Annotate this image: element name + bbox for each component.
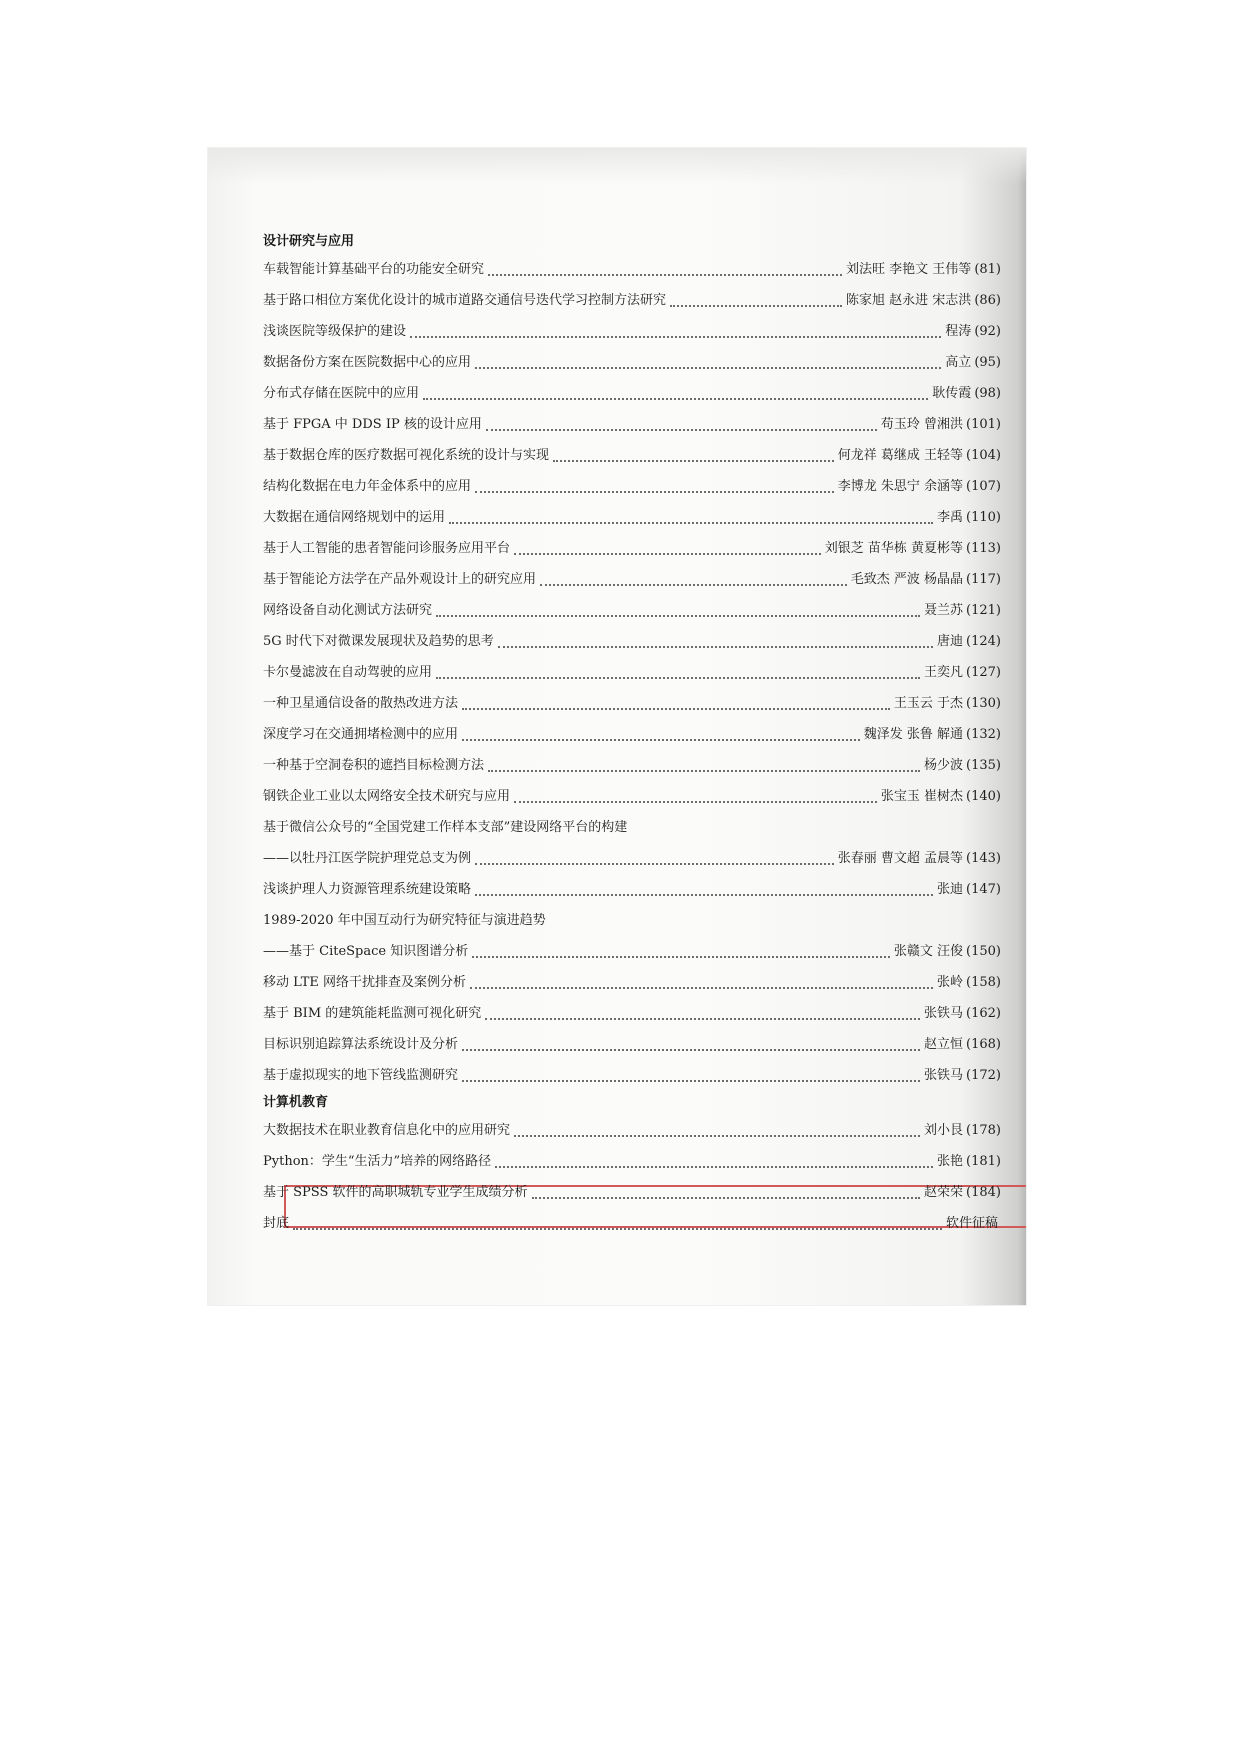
entry-authors: 张迪	[937, 882, 964, 897]
toc-entry	[263, 1177, 1001, 1208]
entry-page: (135)	[966, 758, 1001, 773]
section-heading: 设计研究与应用	[263, 234, 355, 249]
dot-leader	[540, 584, 847, 586]
dot-leader	[410, 336, 941, 338]
dot-leader	[498, 646, 933, 648]
entry-title: 一种基于空洞卷积的遮挡目标检测方法	[263, 758, 485, 773]
toc-entry	[263, 1060, 1001, 1091]
entry-page: (168)	[966, 1037, 1001, 1052]
toc-entry	[263, 998, 1001, 1029]
entry-authors: 李禹	[937, 510, 964, 525]
entry-authors: 刘法旺 李艳文 王伟等	[846, 262, 972, 277]
entry-title: 基于虚拟现实的地下管线监测研究	[263, 1068, 459, 1083]
entry-title: 基于 BIM 的建筑能耗监测可视化研究	[263, 1006, 482, 1021]
entry-title: 目标识别追踪算法系统设计及分析	[263, 1037, 459, 1052]
dot-leader	[436, 615, 920, 617]
entry-page: (86)	[974, 293, 1001, 308]
dot-leader	[462, 1080, 920, 1082]
toc-entry	[263, 316, 1001, 347]
entry-page: (121)	[966, 603, 1001, 618]
entry-authors: 高立	[945, 355, 972, 370]
dot-leader	[449, 522, 933, 524]
scanned-toc-page	[208, 148, 1026, 1305]
entry-page: (140)	[966, 789, 1001, 804]
toc-entry	[263, 533, 1001, 564]
toc-entry	[263, 1029, 1001, 1060]
entry-page: (162)	[966, 1006, 1001, 1021]
entry-title: 封底	[263, 1216, 290, 1231]
toc-entry	[263, 254, 1001, 285]
dot-leader	[488, 274, 842, 276]
dot-leader	[486, 429, 877, 431]
entry-page: (107)	[966, 479, 1001, 494]
entry-page: (132)	[966, 727, 1001, 742]
toc-entry	[263, 502, 1001, 533]
entry-page: (150)	[966, 944, 1001, 959]
entry-title: 1989-2020 年中国互动行为研究特征与演进趋势	[263, 913, 546, 928]
entry-page: (130)	[966, 696, 1001, 711]
entry-authors: 苟玉玲 曾湘洪	[880, 417, 964, 432]
entry-title: ——以牡丹江医学院护理党总支为例	[263, 851, 472, 866]
dot-leader	[485, 1018, 920, 1020]
entry-title: 浅谈护理人力资源管理系统建设策略	[263, 882, 472, 897]
dot-leader	[553, 460, 834, 462]
entry-authors: 张宝玉 崔树杰	[880, 789, 964, 804]
dot-leader	[293, 1228, 942, 1230]
entry-title: 钢铁企业工业以太网络安全技术研究与应用	[263, 789, 511, 804]
entry-authors: 毛致杰 严波 杨晶晶	[850, 572, 964, 587]
entry-page: (184)	[966, 1185, 1001, 1200]
toc-entry	[263, 905, 1001, 936]
toc-entry	[263, 378, 1001, 409]
dot-leader	[475, 894, 933, 896]
entry-authors: 张铁马	[924, 1006, 964, 1021]
entry-page: (158)	[966, 975, 1001, 990]
entry-title: 基于智能论方法学在产品外观设计上的研究应用	[263, 572, 537, 587]
dot-leader	[488, 770, 920, 772]
dot-leader	[514, 553, 821, 555]
entry-authors: 陈家旭 赵永进 宋志洪	[846, 293, 972, 308]
entry-authors: 刘小艮	[924, 1123, 964, 1138]
entry-title: 结构化数据在电力年金体系中的应用	[263, 479, 472, 494]
entry-page: (172)	[966, 1068, 1001, 1083]
entry-page: (101)	[966, 417, 1001, 432]
dot-leader	[436, 677, 920, 679]
toc-entry	[263, 1208, 1001, 1239]
dot-leader	[462, 1049, 920, 1051]
toc-entry	[263, 285, 1001, 316]
entry-authors: 张艳	[937, 1154, 964, 1169]
dot-leader	[514, 1135, 920, 1137]
entry-page: (181)	[966, 1154, 1001, 1169]
toc-entry	[263, 812, 1001, 843]
entry-page: (92)	[974, 324, 1001, 339]
entry-title: 基于路口相位方案优化设计的城市道路交通信号迭代学习控制方法研究	[263, 293, 667, 308]
toc-entry	[263, 564, 1001, 595]
toc-entry	[263, 347, 1001, 378]
entry-authors: 魏泽发 张鲁 解通	[863, 727, 964, 742]
entry-title: 基于 SPSS 软件的高职城轨专业学生成绩分析	[263, 1185, 528, 1200]
dot-leader	[423, 398, 928, 400]
entry-authors: 程涛	[945, 324, 972, 339]
entry-authors: 李博龙 朱思宁 余涵等	[837, 479, 964, 494]
toc-entry	[263, 1146, 1001, 1177]
entry-authors: 张岭	[937, 975, 964, 990]
entry-page: (147)	[966, 882, 1001, 897]
dot-leader	[475, 491, 834, 493]
entry-title: 数据备份方案在医院数据中心的应用	[263, 355, 472, 370]
toc-entry	[263, 409, 1001, 440]
dot-leader	[472, 956, 890, 958]
table-of-contents	[263, 230, 1001, 1239]
entry-page: (104)	[966, 448, 1001, 463]
entry-title: 5G 时代下对微课发展现状及趋势的思考	[263, 634, 494, 649]
entry-authors: 软件征稿	[945, 1216, 998, 1231]
entry-page: (81)	[974, 262, 1001, 277]
dot-leader	[670, 305, 842, 307]
dot-leader	[475, 367, 941, 369]
entry-title: 基于人工智能的患者智能问诊服务应用平台	[263, 541, 511, 556]
entry-page: (117)	[966, 572, 1001, 587]
toc-entry	[263, 967, 1001, 998]
entry-authors: 张赣文 汪俊	[893, 944, 964, 959]
toc-entry	[263, 936, 1001, 967]
entry-title: 基于数据仓库的医疗数据可视化系统的设计与实现	[263, 448, 550, 463]
entry-authors: 聂兰苏	[924, 603, 964, 618]
dot-leader	[514, 801, 877, 803]
scan-shadow	[208, 148, 1026, 184]
entry-title: 浅谈医院等级保护的建设	[263, 324, 407, 339]
entry-page: (127)	[966, 665, 1001, 680]
dot-leader	[532, 1197, 921, 1199]
toc-entry	[263, 781, 1001, 812]
entry-title: 分布式存储在医院中的应用	[263, 386, 420, 401]
entry-title: Python：学生“生活力”培养的网络路径	[263, 1154, 492, 1169]
entry-page: (98)	[974, 386, 1001, 401]
toc-entry	[263, 626, 1001, 657]
toc-entry	[263, 471, 1001, 502]
entry-title: 一种卫星通信设备的散热改进方法	[263, 696, 459, 711]
entry-authors: 唐迪	[937, 634, 964, 649]
dot-leader	[495, 1166, 933, 1168]
toc-entry	[263, 595, 1001, 626]
dot-leader	[462, 739, 860, 741]
toc-entry	[263, 440, 1001, 471]
entry-authors: 张铁马	[924, 1068, 964, 1083]
entry-authors: 赵荣荣	[924, 1185, 964, 1200]
entry-title: 大数据技术在职业教育信息化中的应用研究	[263, 1123, 511, 1138]
dot-leader	[462, 708, 890, 710]
toc-entry	[263, 750, 1001, 781]
entry-title: 大数据在通信网络规划中的运用	[263, 510, 446, 525]
entry-title: 网络设备自动化测试方法研究	[263, 603, 433, 618]
entry-page: (110)	[966, 510, 1001, 525]
dot-leader	[475, 863, 834, 865]
entry-page: (113)	[966, 541, 1001, 556]
entry-page: (95)	[974, 355, 1001, 370]
toc-entry	[263, 1115, 1001, 1146]
entry-title: 基于微信公众号的“全国党建工作样本支部”建设网络平台的构建	[263, 820, 628, 835]
toc-entry	[263, 843, 1001, 874]
dot-leader	[470, 987, 933, 989]
entry-authors: 刘银芝 苗华栋 黄夏彬等	[824, 541, 964, 556]
entry-page: (124)	[966, 634, 1001, 649]
section-heading: 计算机教育	[263, 1095, 329, 1110]
toc-entry	[263, 657, 1001, 688]
entry-title: 移动 LTE 网络干扰排查及案例分析	[263, 975, 466, 990]
entry-authors: 赵立恒	[924, 1037, 964, 1052]
entry-page: (178)	[966, 1123, 1001, 1138]
toc-entry	[263, 874, 1001, 905]
entry-authors: 王玉云 于杰	[893, 696, 964, 711]
toc-entry	[263, 688, 1001, 719]
entry-title: 基于 FPGA 中 DDS IP 核的设计应用	[263, 417, 482, 432]
entry-title: 卡尔曼滤波在自动驾驶的应用	[263, 665, 433, 680]
entry-authors: 耿传霞	[932, 386, 972, 401]
toc-entry	[263, 719, 1001, 750]
entry-title: 车载智能计算基础平台的功能安全研究	[263, 262, 485, 277]
entry-title: 深度学习在交通拥堵检测中的应用	[263, 727, 459, 742]
entry-authors: 张春丽 曹文超 孟晨等	[837, 851, 964, 866]
entry-authors: 王奕凡	[924, 665, 964, 680]
entry-authors: 何龙祥 葛继成 王轻等	[837, 448, 964, 463]
entry-title: ——基于 CiteSpace 知识图谱分析	[263, 944, 469, 959]
entry-page: (143)	[966, 851, 1001, 866]
entry-authors: 杨少波	[924, 758, 964, 773]
